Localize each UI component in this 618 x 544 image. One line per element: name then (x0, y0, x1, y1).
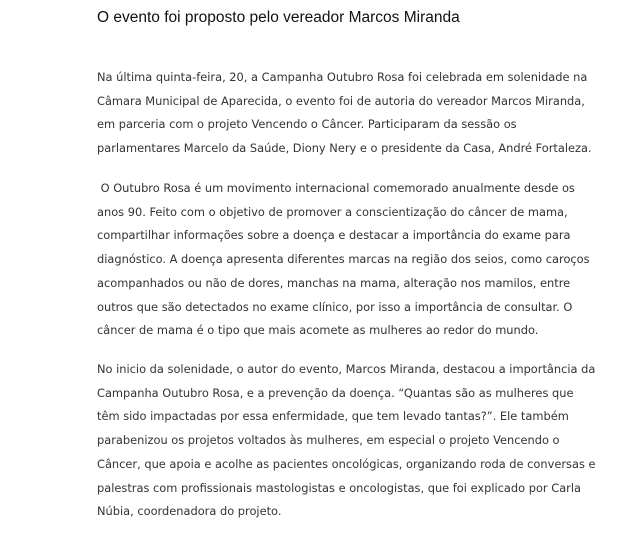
paragraph-line: compartilhar informações sobre a doença e destacar a importância do exame para (97, 228, 571, 243)
article-paragraph-1 (97, 66, 609, 161)
paragraph-line: O Outubro Rosa é um movimento internacional comemorado anualmente desde os (97, 181, 575, 195)
paragraph-line: Núbia, coordenadora do projeto. (97, 504, 282, 519)
paragraph-line: acompanhados ou não de dores, manchas na mama, alteração nos mamilos, entre (97, 275, 571, 290)
paragraph-line: têm sido impactadas por essa enfermidade, que tem levado tantas?”. Ele também (97, 409, 569, 424)
paragraph-line: palestras com profissionais mastologistas e oncologistas, que foi explicado por Carla (97, 480, 582, 495)
paragraph-line: anos 90. Feito com o objetivo de promover a conscientização do câncer de mama, (97, 204, 568, 219)
article-title: O evento foi proposto pelo vereador Marcos Miranda (97, 9, 460, 26)
paragraph-line: diagnóstico. A doença apresenta diferentes marcas na região dos seios, como caroços (97, 252, 590, 267)
paragraph-line: Campanha Outubro Rosa, e a prevenção da doença. “Quantas são as mulheres que (97, 385, 574, 400)
paragraph-line: Câncer, que apoia e acolhe as pacientes oncológicas, organizando roda de conversas e (97, 456, 596, 471)
paragraph-line: No inicio da solenidade, o autor do evento, Marcos Miranda, destacou a importância da (97, 362, 596, 376)
paragraph-line: câncer de mama é o tipo que mais acomete as mulheres ao redor do mundo. (97, 323, 539, 338)
paragraph-line: parlamentares Marcelo da Saúde, Diony Nery e o presidente da Casa, André Fortaleza. (97, 141, 592, 156)
paragraph-line: em parceria com o projeto Vencendo o Câncer. Participaram da sessão os (97, 117, 517, 132)
paragraph-line: parabenizou os projetos voltados às mulheres, em especial o projeto Vencendo o (97, 433, 560, 448)
paragraph-line: Na última quinta-feira, 20, a Campanha Outubro Rosa foi celebrada em solenidade na (97, 70, 588, 84)
paragraph-line: outros que são detectados no exame clínico, por isso a importância de consultar. O (97, 299, 573, 314)
article-paragraph-3 (97, 358, 609, 524)
article-paragraph-2 (97, 177, 609, 343)
paragraph-line: Câmara Municipal de Aparecida, o evento foi de autoria do vereador Marcos Miranda, (97, 93, 585, 108)
